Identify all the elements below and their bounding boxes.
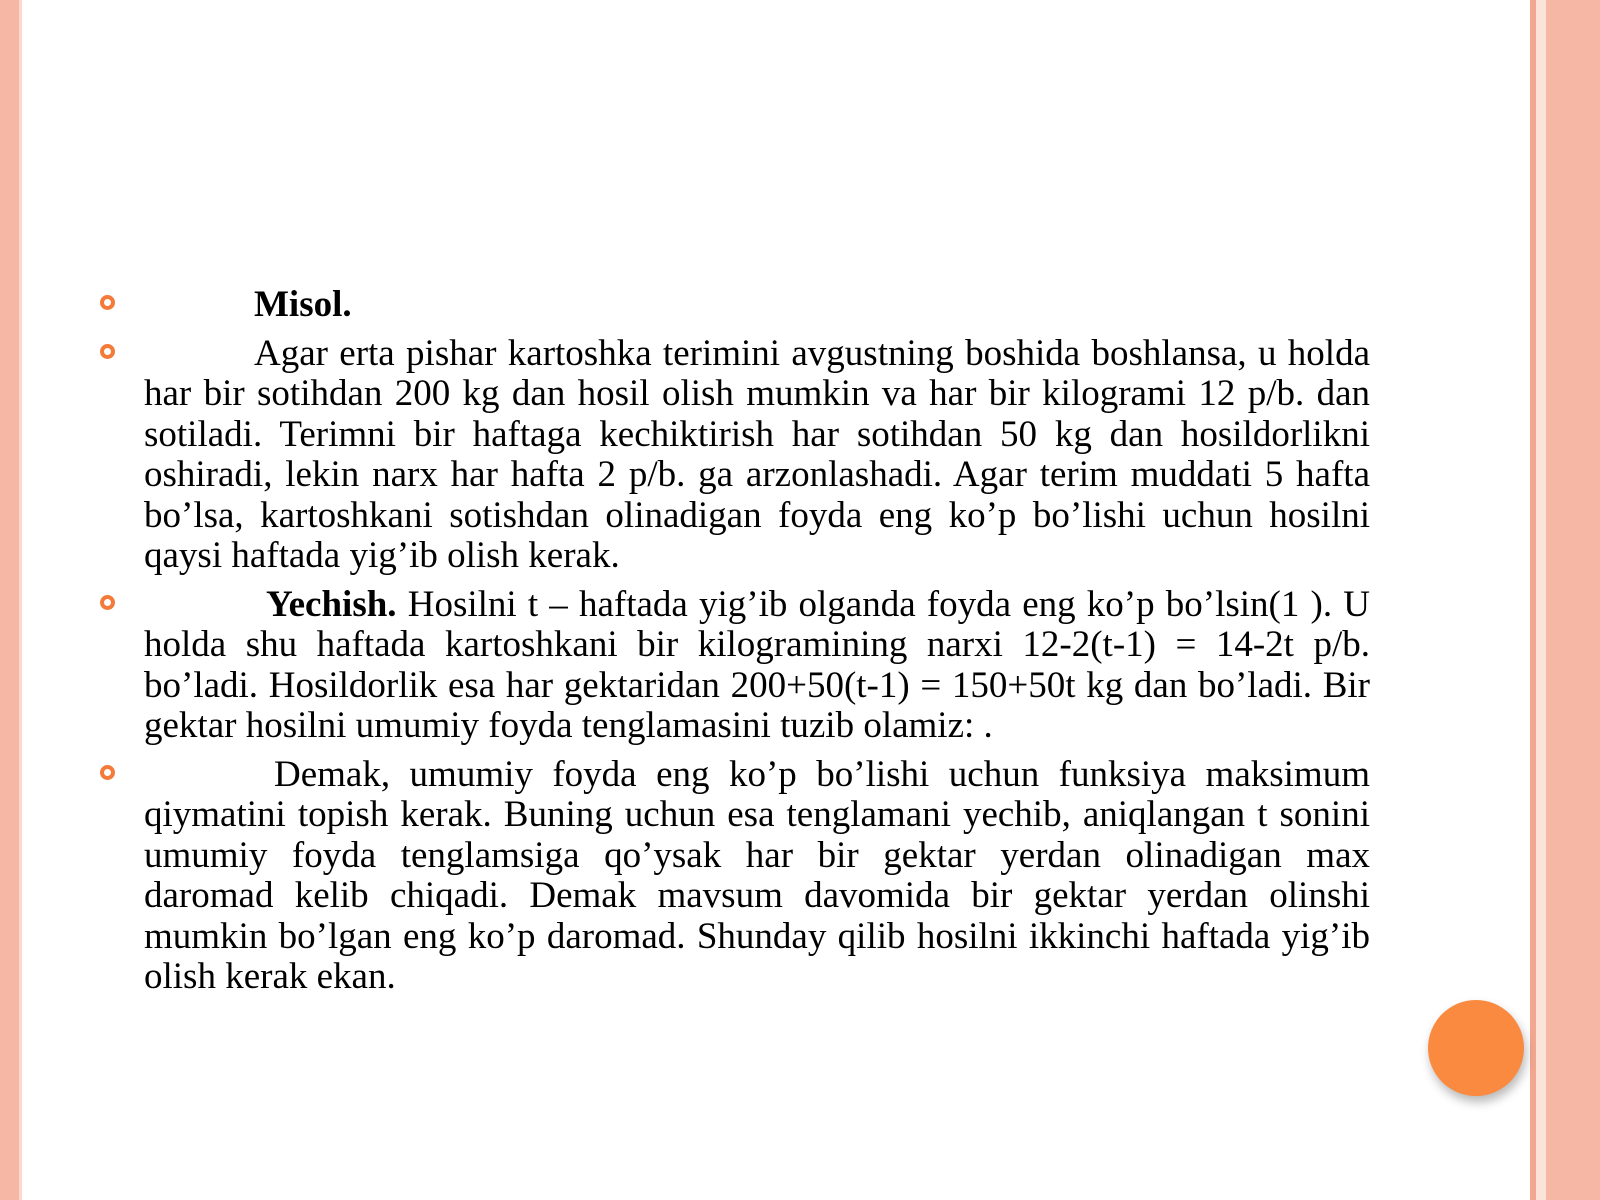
left-decorative-stripe bbox=[0, 0, 19, 1200]
paragraph-conclusion bbox=[100, 755, 1370, 998]
solution-heading: Yechish. bbox=[266, 583, 397, 625]
bullet-ring-icon bbox=[100, 295, 115, 310]
slide-content bbox=[100, 285, 1370, 1006]
conclusion-text: Demak, umumiy foyda eng ko’p bo’lishi uchun funksiya maksimum qiymatini topish kerak. Buning uchun esa tenglamani yechib, aniqlangan t sonini umumiy foyda tenglamsiga qo’ysak har bir gektar yerdan olinadigan max daromad kelib chiqadi. Demak mavsum davomida bir gektar yerdan olinshi mumkin bo’lgan eng ko’p daromad. Shunday qilib hosilni ikkinchi haftada yig’ib olish kerak ekan. bbox=[144, 753, 1370, 997]
decorative-orange-circle bbox=[1428, 1000, 1524, 1096]
bullet-ring-icon bbox=[100, 765, 115, 780]
paragraph-misol bbox=[100, 285, 1370, 326]
right-decorative-stripe-wide bbox=[1546, 0, 1600, 1200]
paragraph-solution bbox=[100, 585, 1370, 747]
problem-text: Agar erta pishar kartoshka terimini avgustning boshida boshlansa, u holda har bir sotihdan 200 kg dan hosil olish mumkin va har bir kilogrami 12 p/b. dan sotiladi. Terimni bir haftaga kechiktirish har sotihdan 50 kg dan hosildorlikni oshiradi, lekin narx har hafta 2 p/b. ga arzonlashadi. Agar terim muddati 5 hafta bo’lsa, kartoshkani sotishdan olinadigan foyda eng ko’p bo’lishi uchun hosilni qaysi haftada yig’ib olish kerak. bbox=[144, 332, 1370, 576]
bullet-ring-icon bbox=[100, 595, 115, 610]
left-decorative-stripe-inner bbox=[19, 0, 22, 1200]
misol-heading: Misol. bbox=[254, 284, 352, 325]
solution-text: Hosilni t – haftada yig’ib olganda foyda eng ko’p bo’lsin(1 ). U holda shu haftada kartoshkani bir kilogramining narxi 12-2(t-1) = 14-2t p/b. bo’ladi. Hosildorlik esa har gektaridan 200+50(t-1) = 150+50t kg dan bo’ladi. Bir gektar hosilni umumiy foyda tenglamasini tuzib olamiz: . bbox=[144, 583, 1370, 746]
right-decorative-stripe-gap bbox=[1536, 0, 1546, 1200]
bullet-ring-icon bbox=[100, 344, 115, 359]
paragraph-problem bbox=[100, 334, 1370, 577]
